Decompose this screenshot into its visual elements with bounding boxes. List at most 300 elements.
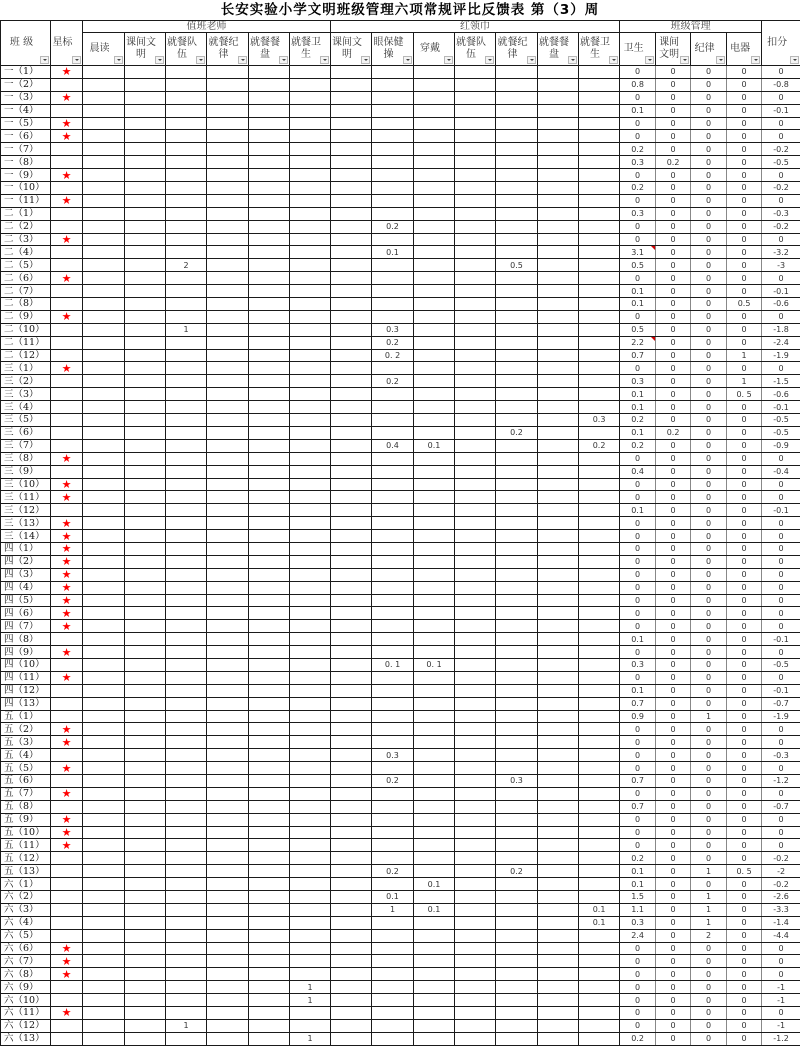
- class-name-cell[interactable]: 四（4）: [1, 581, 51, 594]
- teacher-score-cell[interactable]: [249, 298, 290, 311]
- deduction-total-cell[interactable]: -0.9: [762, 439, 800, 452]
- management-score-cell[interactable]: 0: [656, 517, 691, 530]
- management-score-cell[interactable]: 0: [691, 555, 727, 568]
- redscarf-score-cell[interactable]: [496, 401, 538, 414]
- teacher-score-cell[interactable]: [290, 310, 331, 323]
- teacher-score-cell[interactable]: [125, 581, 166, 594]
- teacher-score-cell[interactable]: [166, 491, 207, 504]
- teacher-score-cell[interactable]: [166, 852, 207, 865]
- teacher-score-cell[interactable]: [290, 414, 331, 427]
- star-cell[interactable]: [51, 414, 83, 427]
- redscarf-score-cell[interactable]: [414, 891, 455, 904]
- teacher-score-cell[interactable]: [290, 594, 331, 607]
- redscarf-score-cell[interactable]: [538, 194, 579, 207]
- teacher-score-cell[interactable]: [290, 916, 331, 929]
- redscarf-score-cell[interactable]: [455, 439, 496, 452]
- teacher-score-cell[interactable]: [83, 465, 125, 478]
- deduction-total-cell[interactable]: -3: [762, 259, 800, 272]
- management-score-cell[interactable]: 0: [620, 723, 656, 736]
- redscarf-score-cell[interactable]: [414, 517, 455, 530]
- teacher-score-cell[interactable]: [166, 117, 207, 130]
- redscarf-score-cell[interactable]: 0.2: [579, 439, 620, 452]
- management-score-cell[interactable]: 0: [727, 891, 762, 904]
- management-score-cell[interactable]: 0: [656, 710, 691, 723]
- management-score-cell[interactable]: 0: [691, 478, 727, 491]
- teacher-score-cell[interactable]: [125, 517, 166, 530]
- teacher-score-cell[interactable]: [290, 671, 331, 684]
- star-cell[interactable]: [51, 336, 83, 349]
- redscarf-score-cell[interactable]: [496, 207, 538, 220]
- star-cell[interactable]: [51, 813, 83, 826]
- management-score-cell[interactable]: 0: [691, 491, 727, 504]
- redscarf-score-cell[interactable]: [538, 774, 579, 787]
- redscarf-score-cell[interactable]: [496, 646, 538, 659]
- teacher-score-cell[interactable]: [166, 426, 207, 439]
- management-score-cell[interactable]: 0: [691, 401, 727, 414]
- redscarf-score-cell[interactable]: [372, 259, 414, 272]
- deduction-total-cell[interactable]: -1.8: [762, 323, 800, 336]
- redscarf-score-cell[interactable]: 1: [372, 903, 414, 916]
- redscarf-score-cell[interactable]: [538, 865, 579, 878]
- teacher-score-cell[interactable]: [83, 130, 125, 143]
- class-name-cell[interactable]: 五（4）: [1, 749, 51, 762]
- teacher-score-cell[interactable]: [125, 1007, 166, 1020]
- management-score-cell[interactable]: 0: [727, 426, 762, 439]
- deduction-total-cell[interactable]: -0.2: [762, 182, 800, 195]
- class-name-cell[interactable]: 五（1）: [1, 710, 51, 723]
- class-name-cell[interactable]: 三（7）: [1, 439, 51, 452]
- redscarf-score-cell[interactable]: 0.1: [414, 903, 455, 916]
- deduction-total-cell[interactable]: 0: [762, 452, 800, 465]
- deduction-total-cell[interactable]: 0: [762, 362, 800, 375]
- redscarf-score-cell[interactable]: [579, 774, 620, 787]
- redscarf-score-cell[interactable]: [538, 942, 579, 955]
- redscarf-score-cell[interactable]: [331, 891, 372, 904]
- teacher-score-cell[interactable]: [290, 478, 331, 491]
- redscarf-score-cell[interactable]: [372, 1007, 414, 1020]
- teacher-score-cell[interactable]: [249, 633, 290, 646]
- redscarf-score-cell[interactable]: [414, 169, 455, 182]
- redscarf-score-cell[interactable]: [455, 994, 496, 1007]
- teacher-score-cell[interactable]: [290, 401, 331, 414]
- class-name-cell[interactable]: 二（8）: [1, 298, 51, 311]
- teacher-score-cell[interactable]: [249, 207, 290, 220]
- redscarf-score-cell[interactable]: [331, 1032, 372, 1045]
- redscarf-score-cell[interactable]: [331, 66, 372, 79]
- management-score-cell[interactable]: 0: [727, 981, 762, 994]
- management-score-cell[interactable]: 0: [727, 246, 762, 259]
- redscarf-score-cell[interactable]: [579, 220, 620, 233]
- teacher-score-cell[interactable]: [290, 658, 331, 671]
- redscarf-score-cell[interactable]: [331, 736, 372, 749]
- redscarf-score-cell[interactable]: [372, 298, 414, 311]
- redscarf-score-cell[interactable]: [455, 156, 496, 169]
- redscarf-score-cell[interactable]: [538, 542, 579, 555]
- redscarf-score-cell[interactable]: [455, 865, 496, 878]
- class-name-cell[interactable]: 四（2）: [1, 555, 51, 568]
- teacher-score-cell[interactable]: [207, 104, 249, 117]
- management-score-cell[interactable]: 0: [656, 774, 691, 787]
- redscarf-score-cell[interactable]: [496, 839, 538, 852]
- redscarf-score-cell[interactable]: [331, 362, 372, 375]
- management-score-cell[interactable]: 0.1: [620, 426, 656, 439]
- teacher-score-cell[interactable]: [125, 504, 166, 517]
- class-name-cell[interactable]: 五（2）: [1, 723, 51, 736]
- management-score-cell[interactable]: 0: [691, 233, 727, 246]
- redscarf-score-cell[interactable]: [414, 774, 455, 787]
- management-score-cell[interactable]: 0: [727, 323, 762, 336]
- redscarf-score-cell[interactable]: [414, 375, 455, 388]
- redscarf-score-cell[interactable]: [414, 684, 455, 697]
- filter-dropdown-icon[interactable]: [568, 56, 577, 64]
- teacher-score-cell[interactable]: [249, 762, 290, 775]
- teacher-score-cell[interactable]: [290, 207, 331, 220]
- management-score-cell[interactable]: 0: [691, 517, 727, 530]
- management-score-cell[interactable]: 0.8: [620, 78, 656, 91]
- redscarf-score-cell[interactable]: [331, 530, 372, 543]
- redscarf-score-cell[interactable]: [414, 955, 455, 968]
- teacher-score-cell[interactable]: [166, 478, 207, 491]
- management-score-cell[interactable]: 0: [727, 143, 762, 156]
- redscarf-score-cell[interactable]: [538, 336, 579, 349]
- teacher-score-cell[interactable]: [290, 130, 331, 143]
- redscarf-score-cell[interactable]: [496, 285, 538, 298]
- teacher-score-cell[interactable]: [207, 220, 249, 233]
- class-name-cell[interactable]: 三（4）: [1, 401, 51, 414]
- redscarf-score-cell[interactable]: [579, 426, 620, 439]
- redscarf-score-cell[interactable]: [496, 891, 538, 904]
- management-score-cell[interactable]: 0: [620, 220, 656, 233]
- deduction-total-cell[interactable]: 0: [762, 594, 800, 607]
- redscarf-score-cell[interactable]: [496, 671, 538, 684]
- management-score-cell[interactable]: 0: [656, 233, 691, 246]
- redscarf-score-cell[interactable]: [414, 298, 455, 311]
- redscarf-score-cell[interactable]: [496, 169, 538, 182]
- redscarf-score-cell[interactable]: [331, 117, 372, 130]
- redscarf-score-cell[interactable]: 0.4: [372, 439, 414, 452]
- deduction-total-cell[interactable]: -1.5: [762, 375, 800, 388]
- teacher-score-cell[interactable]: [83, 813, 125, 826]
- teacher-score-cell[interactable]: [207, 916, 249, 929]
- redscarf-score-cell[interactable]: [414, 697, 455, 710]
- deduction-total-cell[interactable]: -4.4: [762, 929, 800, 942]
- management-score-cell[interactable]: 1: [691, 903, 727, 916]
- redscarf-score-cell[interactable]: [538, 298, 579, 311]
- teacher-score-cell[interactable]: [83, 878, 125, 891]
- teacher-score-cell[interactable]: [207, 194, 249, 207]
- management-score-cell[interactable]: 0: [691, 1019, 727, 1032]
- redscarf-score-cell[interactable]: [538, 452, 579, 465]
- teacher-score-cell[interactable]: [125, 169, 166, 182]
- teacher-score-cell[interactable]: [166, 1007, 207, 1020]
- teacher-score-cell[interactable]: [166, 530, 207, 543]
- deduction-total-cell[interactable]: -3.3: [762, 903, 800, 916]
- management-score-cell[interactable]: 3.1: [620, 246, 656, 259]
- teacher-score-cell[interactable]: [125, 1032, 166, 1045]
- teacher-score-cell[interactable]: [166, 362, 207, 375]
- teacher-score-cell[interactable]: [290, 800, 331, 813]
- management-score-cell[interactable]: 0: [691, 684, 727, 697]
- teacher-score-cell[interactable]: [83, 143, 125, 156]
- teacher-score-cell[interactable]: [125, 1019, 166, 1032]
- teacher-score-cell[interactable]: [249, 891, 290, 904]
- redscarf-score-cell[interactable]: [496, 104, 538, 117]
- redscarf-score-cell[interactable]: [579, 478, 620, 491]
- management-score-cell[interactable]: 0: [727, 414, 762, 427]
- management-score-cell[interactable]: 0.7: [620, 800, 656, 813]
- redscarf-score-cell[interactable]: [496, 465, 538, 478]
- redscarf-score-cell[interactable]: [579, 865, 620, 878]
- redscarf-score-cell[interactable]: [579, 91, 620, 104]
- teacher-score-cell[interactable]: [125, 285, 166, 298]
- management-score-cell[interactable]: 0: [727, 272, 762, 285]
- filter-dropdown-icon[interactable]: [196, 56, 205, 64]
- management-score-cell[interactable]: 0: [656, 865, 691, 878]
- management-score-cell[interactable]: 0: [691, 671, 727, 684]
- redscarf-score-cell[interactable]: [579, 658, 620, 671]
- redscarf-score-cell[interactable]: [372, 478, 414, 491]
- redscarf-score-cell[interactable]: [372, 285, 414, 298]
- teacher-score-cell[interactable]: [166, 839, 207, 852]
- teacher-score-cell[interactable]: [290, 233, 331, 246]
- redscarf-score-cell[interactable]: [538, 285, 579, 298]
- management-score-cell[interactable]: 0.2: [620, 143, 656, 156]
- redscarf-score-cell[interactable]: [331, 633, 372, 646]
- teacher-score-cell[interactable]: [166, 452, 207, 465]
- redscarf-score-cell[interactable]: [331, 865, 372, 878]
- management-score-cell[interactable]: 0: [656, 491, 691, 504]
- redscarf-score-cell[interactable]: [496, 233, 538, 246]
- redscarf-score-cell[interactable]: [331, 414, 372, 427]
- teacher-score-cell[interactable]: [125, 620, 166, 633]
- redscarf-score-cell[interactable]: [455, 1019, 496, 1032]
- class-name-cell[interactable]: 四（8）: [1, 633, 51, 646]
- redscarf-score-cell[interactable]: [414, 646, 455, 659]
- teacher-score-cell[interactable]: [290, 452, 331, 465]
- management-score-cell[interactable]: 0: [656, 194, 691, 207]
- management-score-cell[interactable]: 0.1: [620, 878, 656, 891]
- redscarf-score-cell[interactable]: [331, 478, 372, 491]
- redscarf-score-cell[interactable]: [579, 491, 620, 504]
- redscarf-score-cell[interactable]: [331, 929, 372, 942]
- redscarf-score-cell[interactable]: [496, 542, 538, 555]
- redscarf-score-cell[interactable]: [372, 839, 414, 852]
- teacher-score-cell[interactable]: [125, 671, 166, 684]
- teacher-score-cell[interactable]: [207, 736, 249, 749]
- management-score-cell[interactable]: 0: [620, 530, 656, 543]
- redscarf-score-cell[interactable]: [496, 607, 538, 620]
- management-score-cell[interactable]: 0: [656, 182, 691, 195]
- filter-dropdown-icon[interactable]: [279, 56, 288, 64]
- teacher-score-cell[interactable]: [166, 414, 207, 427]
- teacher-score-cell[interactable]: [207, 762, 249, 775]
- redscarf-score-cell[interactable]: [538, 362, 579, 375]
- management-score-cell[interactable]: 0: [656, 298, 691, 311]
- management-score-cell[interactable]: 0: [727, 633, 762, 646]
- redscarf-score-cell[interactable]: 0.1: [579, 903, 620, 916]
- redscarf-score-cell[interactable]: [331, 581, 372, 594]
- redscarf-score-cell[interactable]: [538, 530, 579, 543]
- redscarf-score-cell[interactable]: [414, 1007, 455, 1020]
- teacher-score-cell[interactable]: [166, 401, 207, 414]
- class-name-cell[interactable]: 六（9）: [1, 981, 51, 994]
- management-score-cell[interactable]: 0: [691, 787, 727, 800]
- management-score-cell[interactable]: 0: [620, 310, 656, 323]
- redscarf-score-cell[interactable]: [414, 916, 455, 929]
- star-cell[interactable]: [51, 156, 83, 169]
- redscarf-score-cell[interactable]: [331, 194, 372, 207]
- teacher-score-cell[interactable]: [125, 646, 166, 659]
- redscarf-score-cell[interactable]: [538, 491, 579, 504]
- redscarf-score-cell[interactable]: [455, 246, 496, 259]
- redscarf-score-cell[interactable]: [538, 607, 579, 620]
- teacher-score-cell[interactable]: [290, 349, 331, 362]
- deduction-total-cell[interactable]: -1.4: [762, 916, 800, 929]
- management-score-cell[interactable]: 0: [620, 749, 656, 762]
- management-score-cell[interactable]: 0: [727, 762, 762, 775]
- redscarf-score-cell[interactable]: [538, 465, 579, 478]
- redscarf-score-cell[interactable]: [414, 491, 455, 504]
- management-score-cell[interactable]: 0: [620, 994, 656, 1007]
- redscarf-score-cell[interactable]: [372, 233, 414, 246]
- teacher-score-cell[interactable]: [290, 787, 331, 800]
- redscarf-score-cell[interactable]: [538, 439, 579, 452]
- deduction-total-cell[interactable]: 0: [762, 762, 800, 775]
- redscarf-score-cell[interactable]: [538, 233, 579, 246]
- teacher-score-cell[interactable]: [207, 607, 249, 620]
- redscarf-score-cell[interactable]: [331, 465, 372, 478]
- filter-dropdown-icon[interactable]: [361, 56, 370, 64]
- redscarf-score-cell[interactable]: [496, 117, 538, 130]
- redscarf-score-cell[interactable]: [372, 697, 414, 710]
- redscarf-score-cell[interactable]: [496, 826, 538, 839]
- teacher-score-cell[interactable]: [207, 852, 249, 865]
- teacher-score-cell[interactable]: [83, 568, 125, 581]
- class-name-cell[interactable]: 六（10）: [1, 994, 51, 1007]
- redscarf-score-cell[interactable]: [496, 1019, 538, 1032]
- redscarf-score-cell[interactable]: [331, 684, 372, 697]
- star-cell[interactable]: [51, 517, 83, 530]
- star-cell[interactable]: [51, 736, 83, 749]
- management-score-cell[interactable]: 0.7: [620, 697, 656, 710]
- redscarf-score-cell[interactable]: [414, 542, 455, 555]
- management-score-cell[interactable]: 0: [620, 607, 656, 620]
- redscarf-score-cell[interactable]: [538, 207, 579, 220]
- redscarf-score-cell[interactable]: [455, 117, 496, 130]
- teacher-score-cell[interactable]: [290, 491, 331, 504]
- redscarf-score-cell[interactable]: [579, 800, 620, 813]
- management-score-cell[interactable]: 0: [727, 439, 762, 452]
- teacher-score-cell[interactable]: [83, 633, 125, 646]
- class-name-cell[interactable]: 二（10）: [1, 323, 51, 336]
- teacher-score-cell[interactable]: [207, 117, 249, 130]
- management-score-cell[interactable]: 0.9: [620, 710, 656, 723]
- deduction-total-cell[interactable]: -0.7: [762, 697, 800, 710]
- management-score-cell[interactable]: 1: [727, 375, 762, 388]
- redscarf-score-cell[interactable]: [331, 671, 372, 684]
- management-score-cell[interactable]: 0: [656, 465, 691, 478]
- teacher-score-cell[interactable]: [166, 336, 207, 349]
- redscarf-score-cell[interactable]: [455, 813, 496, 826]
- deduction-total-cell[interactable]: 0: [762, 839, 800, 852]
- teacher-score-cell[interactable]: [125, 607, 166, 620]
- management-score-cell[interactable]: 0: [727, 594, 762, 607]
- redscarf-score-cell[interactable]: [331, 310, 372, 323]
- teacher-score-cell[interactable]: [125, 78, 166, 91]
- redscarf-score-cell[interactable]: [579, 401, 620, 414]
- teacher-score-cell[interactable]: [166, 697, 207, 710]
- class-name-cell[interactable]: 六（1）: [1, 878, 51, 891]
- management-score-cell[interactable]: 0: [656, 323, 691, 336]
- class-name-cell[interactable]: 四（11）: [1, 671, 51, 684]
- teacher-score-cell[interactable]: [290, 323, 331, 336]
- teacher-score-cell[interactable]: [125, 310, 166, 323]
- teacher-score-cell[interactable]: [290, 723, 331, 736]
- redscarf-score-cell[interactable]: [372, 414, 414, 427]
- management-score-cell[interactable]: 0: [727, 929, 762, 942]
- redscarf-score-cell[interactable]: [455, 91, 496, 104]
- star-cell[interactable]: [51, 697, 83, 710]
- teacher-score-cell[interactable]: [249, 426, 290, 439]
- star-cell[interactable]: [51, 169, 83, 182]
- management-score-cell[interactable]: 0: [727, 607, 762, 620]
- class-name-cell[interactable]: 二（7）: [1, 285, 51, 298]
- redscarf-score-cell[interactable]: [538, 426, 579, 439]
- redscarf-score-cell[interactable]: [579, 104, 620, 117]
- management-score-cell[interactable]: 0: [656, 117, 691, 130]
- redscarf-score-cell[interactable]: [496, 272, 538, 285]
- teacher-score-cell[interactable]: [166, 78, 207, 91]
- redscarf-score-cell[interactable]: [372, 156, 414, 169]
- redscarf-score-cell[interactable]: [579, 78, 620, 91]
- redscarf-score-cell[interactable]: [372, 736, 414, 749]
- teacher-score-cell[interactable]: [290, 581, 331, 594]
- redscarf-score-cell[interactable]: [331, 878, 372, 891]
- redscarf-score-cell[interactable]: [496, 749, 538, 762]
- management-score-cell[interactable]: 0: [691, 310, 727, 323]
- class-name-cell[interactable]: 四（13）: [1, 697, 51, 710]
- management-score-cell[interactable]: 0: [656, 800, 691, 813]
- management-score-cell[interactable]: 0: [620, 194, 656, 207]
- teacher-score-cell[interactable]: [83, 697, 125, 710]
- redscarf-score-cell[interactable]: [372, 671, 414, 684]
- teacher-score-cell[interactable]: [125, 233, 166, 246]
- redscarf-score-cell[interactable]: [331, 710, 372, 723]
- class-name-cell[interactable]: 一（8）: [1, 156, 51, 169]
- star-cell[interactable]: [51, 684, 83, 697]
- management-score-cell[interactable]: 0.7: [620, 349, 656, 362]
- star-cell[interactable]: [51, 581, 83, 594]
- redscarf-score-cell[interactable]: 0.2: [372, 336, 414, 349]
- management-score-cell[interactable]: 0: [620, 968, 656, 981]
- redscarf-score-cell[interactable]: [538, 66, 579, 79]
- management-score-cell[interactable]: 0. 5: [727, 865, 762, 878]
- teacher-score-cell[interactable]: [83, 646, 125, 659]
- teacher-score-cell[interactable]: [290, 1019, 331, 1032]
- redscarf-score-cell[interactable]: [579, 633, 620, 646]
- redscarf-score-cell[interactable]: [538, 310, 579, 323]
- redscarf-score-cell[interactable]: 0.1: [372, 891, 414, 904]
- redscarf-score-cell[interactable]: [496, 362, 538, 375]
- redscarf-score-cell[interactable]: [455, 375, 496, 388]
- redscarf-score-cell[interactable]: [455, 349, 496, 362]
- redscarf-score-cell[interactable]: [331, 994, 372, 1007]
- teacher-score-cell[interactable]: [83, 852, 125, 865]
- redscarf-score-cell[interactable]: [538, 1032, 579, 1045]
- teacher-score-cell[interactable]: [125, 439, 166, 452]
- teacher-score-cell[interactable]: [290, 942, 331, 955]
- redscarf-score-cell[interactable]: [538, 130, 579, 143]
